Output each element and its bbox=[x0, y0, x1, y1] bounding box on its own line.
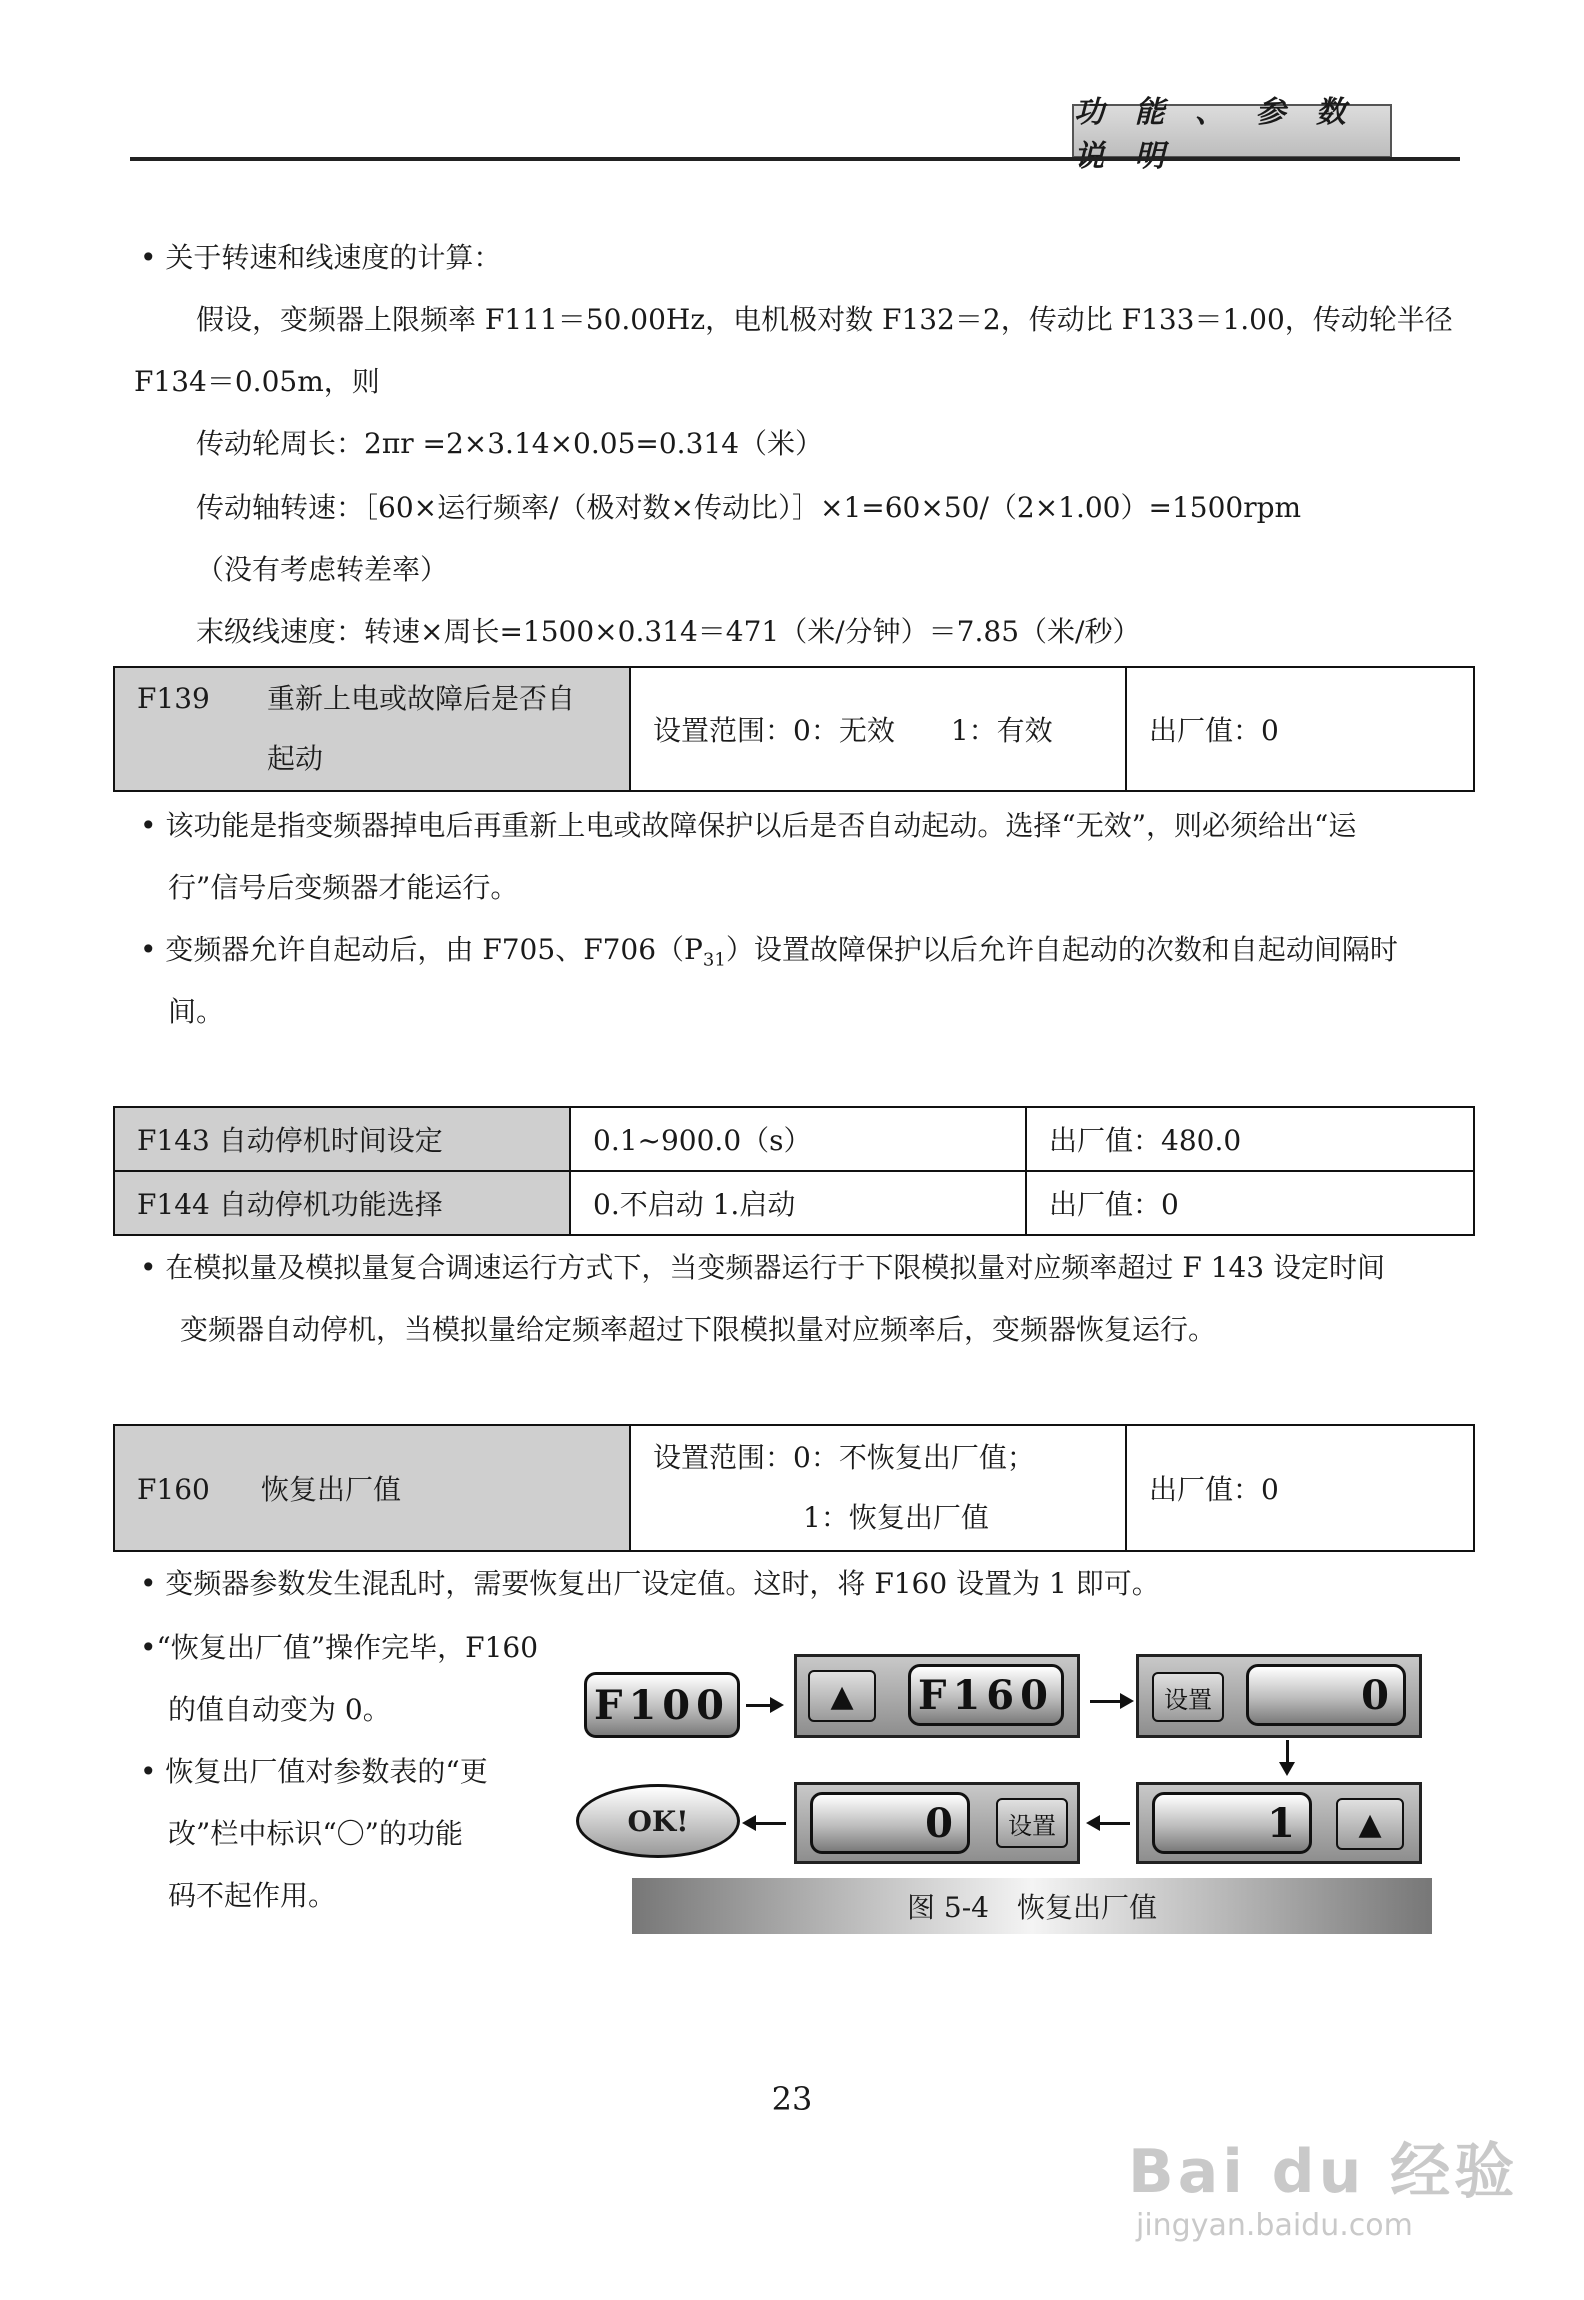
calc-note: （没有考虑转差率） bbox=[196, 553, 449, 586]
f139-desc1-line2: 行”信号后变频器才能运行。 bbox=[168, 871, 519, 904]
f160-note-1: •“恢复出厂值”操作完毕，F160 bbox=[140, 1631, 539, 1664]
ok-badge: OK! bbox=[576, 1784, 740, 1858]
watermark-brand: Bai du 经验 bbox=[1128, 2137, 1519, 2207]
f160-range-line2: 1：恢复出厂值 bbox=[803, 1501, 989, 1534]
f160-range-cell bbox=[630, 1425, 1126, 1551]
arrow-down-icon bbox=[1286, 1740, 1289, 1772]
f139-desc2-pre: • 变频器允许自起动后，由 F705、F706（P bbox=[140, 933, 703, 966]
f139-name-line2: 起动 bbox=[267, 742, 324, 775]
f143-desc-line1: • 在模拟量及模拟量复合调速运行方式下，当变频器运行于下限模拟量对应频率超过 F 143 设定时间 bbox=[140, 1251, 1385, 1284]
display-value-one: 1 bbox=[1152, 1792, 1312, 1854]
arrow-right-icon bbox=[1090, 1700, 1130, 1703]
f160-note-3: • 恢复出厂值对参数表的“更 bbox=[140, 1755, 488, 1788]
display-code: F160 bbox=[908, 1664, 1064, 1726]
calc-heading: • 关于转速和线速度的计算： bbox=[140, 241, 502, 274]
arrow-right-icon bbox=[746, 1704, 780, 1707]
f160-note-5: 码不起作用。 bbox=[168, 1879, 337, 1912]
f143-f144-table bbox=[113, 1106, 1475, 1236]
arrow-left-icon bbox=[746, 1822, 786, 1825]
f143-desc-line2: 变频器自动停机，当模拟量给定频率超过下限模拟量对应频率后，变频器恢复运行。 bbox=[180, 1313, 1217, 1346]
f139-desc2 bbox=[140, 932, 1398, 979]
calc-assume-line1: 假设，变频器上限频率 F111＝50.00Hz，电机极对数 F132＝2，传动比 F133＝1.00，传动轮半径 bbox=[196, 303, 1453, 336]
f160-table bbox=[113, 1424, 1475, 1552]
f139-default: 出厂值：0 bbox=[1126, 667, 1474, 791]
f139-desc2-line2: 间。 bbox=[168, 995, 225, 1028]
calc-circumference: 传动轮周长：2πr =2×3.14×0.05=0.314（米） bbox=[196, 427, 824, 460]
page-number: 23 bbox=[771, 2080, 813, 2118]
table-row bbox=[114, 1171, 1474, 1235]
f160-code: F160 bbox=[137, 1473, 210, 1506]
f139-desc2-post: ）设置故障保护以后允许自起动的次数和自起动间隔时 bbox=[725, 933, 1398, 966]
f160-default: 出厂值：0 bbox=[1126, 1425, 1474, 1551]
calc-assume-line2: F134＝0.05m，则 bbox=[134, 365, 380, 398]
calc-line-speed: 末级线速度：转速×周长=1500×0.314＝471（米/分钟）＝7.85（米/秒） bbox=[196, 615, 1141, 648]
f139-code: F139 bbox=[137, 682, 210, 715]
display-value-zero-final: 0 bbox=[810, 1792, 970, 1854]
display-value-zero: 0 bbox=[1246, 1664, 1406, 1726]
f139-range: 设置范围：0：无效 1：有效 bbox=[630, 667, 1126, 791]
f143-name: F143 自动停机时间设定 bbox=[114, 1107, 570, 1171]
f139-table bbox=[113, 666, 1475, 792]
f143-range: 0.1~900.0（s） bbox=[570, 1107, 1026, 1171]
f160-range-line1: 设置范围：0：不恢复出厂值； bbox=[653, 1441, 1035, 1474]
f160-note-4: 改”栏中标识“〇”的功能 bbox=[168, 1817, 463, 1850]
f144-range: 0.不启动 1.启动 bbox=[570, 1171, 1026, 1235]
f139-name-cell bbox=[114, 667, 630, 791]
f160-name-cell bbox=[114, 1425, 630, 1551]
arrow-left-icon bbox=[1090, 1822, 1130, 1825]
f144-name: F144 自动停机功能选择 bbox=[114, 1171, 570, 1235]
f143-default: 出厂值：480.0 bbox=[1026, 1107, 1474, 1171]
f160-desc1: • 变频器参数发生混乱时，需要恢复出厂设定值。这时，将 F160 设置为 1 即可。 bbox=[140, 1567, 1160, 1600]
f139-desc2-sub: 31 bbox=[702, 949, 726, 971]
f144-default: 出厂值：0 bbox=[1026, 1171, 1474, 1235]
header-rule bbox=[130, 157, 1460, 161]
f139-desc1-line1: • 该功能是指变频器掉电后再重新上电或故障保护以后是否自动起动。选择“无效”，则必须给出“运 bbox=[140, 809, 1357, 842]
up-key: ▲ bbox=[808, 1670, 876, 1722]
section-title: 功 能 、 参 数 bbox=[1072, 104, 1392, 158]
calc-shaft-speed: 传动轴转速：［60×运行频率/（极对数×传动比）］×1=60×50/（2×1.00）=1500rpm bbox=[196, 491, 1302, 524]
table-row bbox=[114, 1107, 1474, 1171]
up-key: ▲ bbox=[1336, 1798, 1404, 1850]
f160-name: 恢复出厂值 bbox=[261, 1473, 402, 1506]
set-key: 设置 bbox=[996, 1798, 1068, 1848]
display-start: F100 bbox=[584, 1672, 740, 1738]
f139-name-line1: 重新上电或故障后是否自 bbox=[267, 682, 576, 715]
f160-note-2: 的值自动变为 0。 bbox=[168, 1693, 391, 1726]
set-key: 设置 bbox=[1152, 1672, 1224, 1722]
watermark-url: jingyan.baidu.com bbox=[1136, 2208, 1413, 2243]
figure-caption: 图 5-4 恢复出厂值 bbox=[632, 1878, 1432, 1934]
